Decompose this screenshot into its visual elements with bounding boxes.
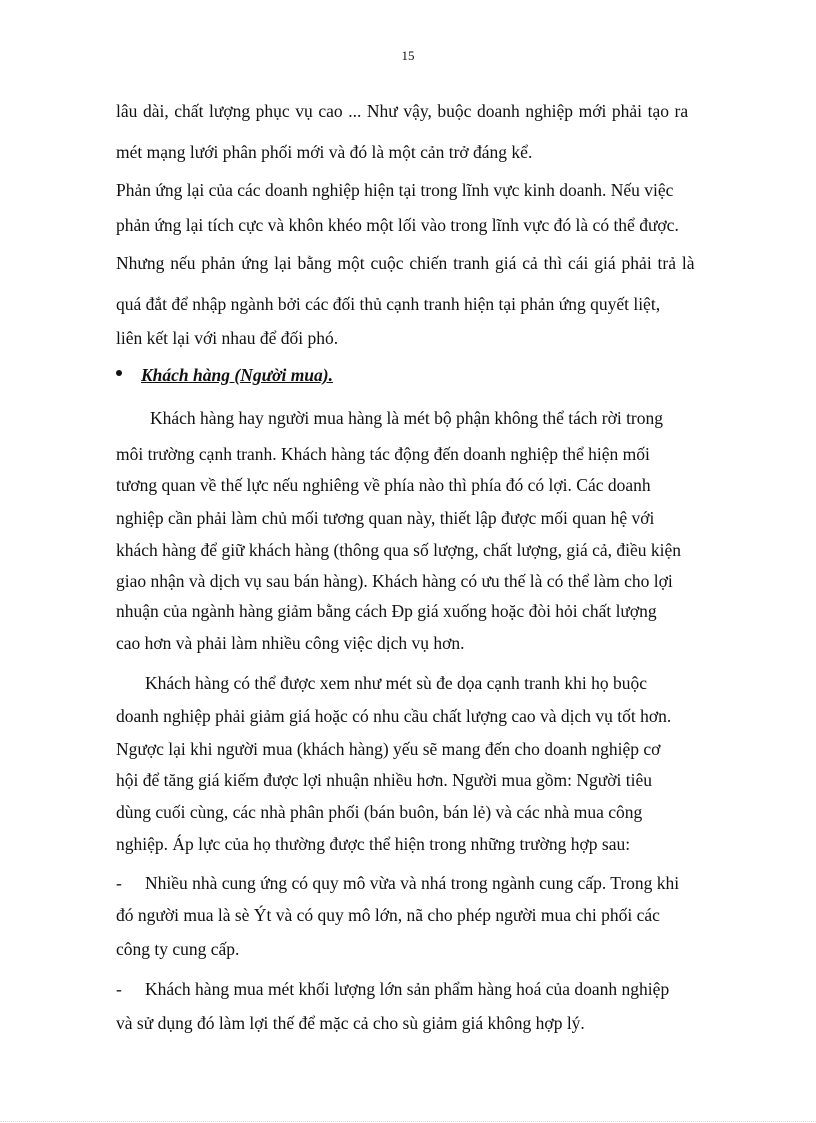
text-line: mét mạng lưới phân phối mới và đó là một cản trở đáng kể. — [116, 142, 533, 162]
text-line: dùng cuối cùng, các nhà phân phối (bán buôn, bán lẻ) và các nhà mua công — [116, 802, 643, 822]
page-edge-rule — [0, 1121, 816, 1122]
text-line: hội để tăng giá kiếm được lợi nhuận nhiều hơn. Người mua gồm: Người tiêu — [116, 770, 652, 790]
text-line: nhuận của ngành hàng giảm bằng cách Ðp giá xuống hoặc đòi hỏi chất lượng — [116, 601, 657, 621]
text-line: tương quan về thế lực nếu nghiêng về phía nào thì phía đó có lợi. Các doanh — [116, 475, 651, 495]
text-line: lâu dài, chất lượng phục vụ cao ... Như vậy, buộc doanh nghiệp mới phải tạo ra — [116, 101, 689, 121]
text-line: Phản ứng lại của các doanh nghiệp hiện tại trong lĩnh vực kinh doanh. Nếu việc — [116, 180, 674, 200]
page-number: 15 — [401, 48, 415, 63]
text-line: cao hơn và phải làm nhiều công việc dịch vụ hơn. — [116, 633, 465, 653]
text-line: liên kết lại với nhau để đối phó. — [116, 328, 339, 348]
list-item-line: công ty cung cấp. — [116, 939, 240, 959]
text-line: Nhưng nếu phản ứng lại bằng một cuộc chiến tranh giá cả thì cái giá phải trả là — [116, 253, 695, 273]
section-heading: Khách hàng (Người mua). — [141, 365, 333, 385]
text-line: Khách hàng có thể được xem như mét sù đe dọa cạnh tranh khi họ buộc — [145, 673, 648, 693]
text-line: Ngược lại khi người mua (khách hàng) yếu sẽ mang đến cho doanh nghiệp cơ — [116, 739, 661, 759]
list-item-line: Khách hàng mua mét khối lượng lớn sản phẩm hàng hoá của doanh nghiệp — [145, 979, 670, 999]
list-dash: - — [116, 873, 122, 893]
list-item-line: Nhiều nhà cung ứng có quy mô vừa và nhá trong ngành cung cấp. Trong khi — [145, 873, 680, 893]
text-line: doanh nghiệp phải giảm giá hoặc có nhu cầu chất lượng cao và dịch vụ tốt hơn. — [116, 706, 672, 726]
text-line: nghiệp. Áp lực của họ thường được thể hiện trong những trường hợp sau: — [116, 834, 631, 854]
text-line: nghiệp cần phải làm chủ mối tương quan này, thiết lập được mối quan hệ với — [116, 508, 655, 528]
list-item-line: và sử dụng đó làm lợi thế để mặc cả cho sù giảm giá không hợp lý. — [116, 1013, 585, 1033]
text-line: giao nhận và dịch vụ sau bán hàng). Khách hàng có ưu thế là có thể làm cho lợi — [116, 571, 673, 591]
text-line: phản ứng lại tích cực và khôn khéo một lối vào trong lĩnh vực đó là có thể được. — [116, 215, 679, 235]
text-line: Khách hàng hay người mua hàng là mét bộ phận không thể tách rời trong — [150, 408, 664, 428]
list-item-line: đó người mua là sè Ýt và có quy mô lớn, nã cho phép người mua chi phối các — [116, 905, 660, 925]
bullet-icon — [116, 370, 122, 376]
text-line: môi trường cạnh tranh. Khách hàng tác động đến doanh nghiệp thể hiện mối — [116, 444, 650, 464]
text-line: khách hàng để giữ khách hàng (thông qua số lượng, chất lượng, giá cả, điều kiện — [116, 540, 682, 560]
list-dash: - — [116, 979, 122, 999]
text-line: quá đắt để nhập ngành bởi các đối thủ cạnh tranh hiện tại phản ứng quyết liệt, — [116, 294, 661, 314]
